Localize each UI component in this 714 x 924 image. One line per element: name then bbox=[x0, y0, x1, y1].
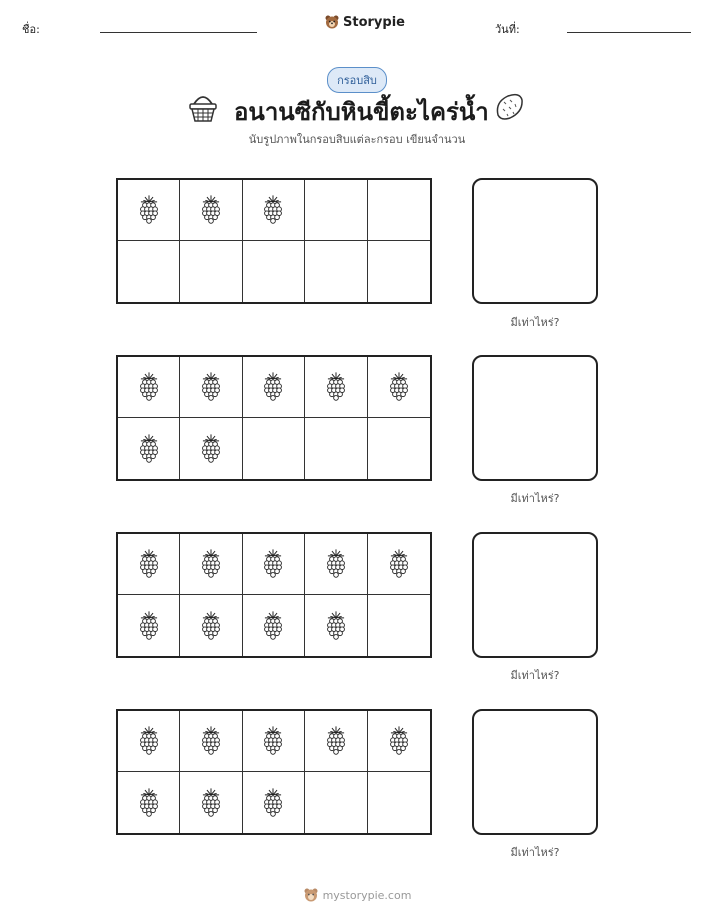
date-line[interactable] bbox=[567, 32, 691, 33]
raspberry-icon bbox=[319, 606, 353, 646]
ten-frame-cell bbox=[118, 534, 180, 595]
raspberry-icon bbox=[194, 429, 228, 469]
ten-frame-cell bbox=[118, 357, 180, 418]
ten-frame-cell bbox=[180, 595, 242, 656]
ten-frame-cell bbox=[180, 772, 242, 833]
topic-badge: กรอบสิบ bbox=[327, 67, 387, 93]
worksheet-title: อนานซีกับหินขี้ตะไคร่น้ำ bbox=[234, 98, 489, 126]
ten-frame-cell bbox=[368, 418, 430, 479]
raspberry-icon bbox=[256, 190, 290, 230]
ten-frame-cell bbox=[305, 180, 367, 241]
question-label-4: มีเท่าไหร่? bbox=[510, 846, 560, 859]
question-label-2: มีเท่าไหร่? bbox=[510, 492, 560, 505]
brand-logo bbox=[324, 14, 405, 30]
ten-frame-cell bbox=[305, 595, 367, 656]
bear-mascot-icon bbox=[303, 887, 319, 903]
ten-frame-cell bbox=[305, 772, 367, 833]
ten-frame-cell bbox=[243, 772, 305, 833]
name-line[interactable] bbox=[100, 32, 257, 33]
date-label: วันที่: bbox=[495, 23, 520, 36]
ten-frame-3 bbox=[116, 532, 432, 658]
ten-frame-cell bbox=[368, 357, 430, 418]
answer-box-4[interactable] bbox=[472, 709, 598, 835]
ten-frame-cell bbox=[180, 241, 242, 302]
name-label: ชื่อ: bbox=[22, 23, 40, 36]
answer-box-2[interactable] bbox=[472, 355, 598, 481]
raspberry-icon bbox=[256, 783, 290, 823]
ten-frame-cell bbox=[368, 534, 430, 595]
footer-url: mystorypie.com bbox=[322, 888, 412, 902]
ten-frame-cell bbox=[180, 534, 242, 595]
ten-frame-cell bbox=[118, 418, 180, 479]
raspberry-icon bbox=[132, 544, 166, 584]
raspberry-icon bbox=[194, 544, 228, 584]
bear-mascot-icon bbox=[324, 14, 340, 30]
ten-frame-cell bbox=[368, 241, 430, 302]
ten-frame-cell bbox=[243, 418, 305, 479]
raspberry-icon bbox=[132, 606, 166, 646]
ten-frame-cell bbox=[180, 180, 242, 241]
ten-frame-cell bbox=[243, 241, 305, 302]
ten-frame-cell bbox=[118, 711, 180, 772]
raspberry-icon bbox=[319, 544, 353, 584]
ten-frame-cell bbox=[305, 711, 367, 772]
raspberry-icon bbox=[194, 783, 228, 823]
ten-frame-cell bbox=[243, 534, 305, 595]
ten-frame-cell bbox=[368, 772, 430, 833]
answer-box-1[interactable] bbox=[472, 178, 598, 304]
raspberry-icon bbox=[132, 367, 166, 407]
ten-frame-cell bbox=[243, 357, 305, 418]
brand-name: Storypie bbox=[343, 14, 405, 30]
footer bbox=[303, 887, 412, 903]
ten-frame-4 bbox=[116, 709, 432, 835]
ten-frame-cell bbox=[118, 180, 180, 241]
raspberry-icon bbox=[194, 606, 228, 646]
ten-frame-cell bbox=[118, 241, 180, 302]
raspberry-icon bbox=[256, 721, 290, 761]
ten-frame-cell bbox=[368, 711, 430, 772]
ten-frame-cell bbox=[180, 711, 242, 772]
ten-frame-cell bbox=[243, 711, 305, 772]
raspberry-icon bbox=[132, 429, 166, 469]
ten-frame-cell bbox=[243, 180, 305, 241]
raspberry-icon bbox=[319, 367, 353, 407]
raspberry-icon bbox=[194, 721, 228, 761]
raspberry-icon bbox=[319, 721, 353, 761]
mossy-stone-icon bbox=[492, 90, 526, 128]
instructions: นับรูปภาพในกรอบสิบแต่ละกรอบ เขียนจำนวน bbox=[248, 133, 466, 146]
ten-frame-cell bbox=[180, 418, 242, 479]
raspberry-icon bbox=[256, 544, 290, 584]
raspberry-icon bbox=[194, 190, 228, 230]
answer-box-3[interactable] bbox=[472, 532, 598, 658]
raspberry-icon bbox=[132, 721, 166, 761]
basket-icon bbox=[186, 90, 220, 128]
ten-frame-cell bbox=[368, 595, 430, 656]
question-label-1: มีเท่าไหร่? bbox=[510, 316, 560, 329]
raspberry-icon bbox=[132, 190, 166, 230]
ten-frame-cell bbox=[305, 241, 367, 302]
ten-frame-cell bbox=[305, 418, 367, 479]
raspberry-icon bbox=[382, 367, 416, 407]
raspberry-icon bbox=[132, 783, 166, 823]
raspberry-icon bbox=[256, 367, 290, 407]
ten-frame-2 bbox=[116, 355, 432, 481]
ten-frame-cell bbox=[118, 772, 180, 833]
ten-frame-cell bbox=[118, 595, 180, 656]
ten-frame-1 bbox=[116, 178, 432, 304]
question-label-3: มีเท่าไหร่? bbox=[510, 669, 560, 682]
ten-frame-cell bbox=[243, 595, 305, 656]
raspberry-icon bbox=[256, 606, 290, 646]
ten-frame-cell bbox=[305, 357, 367, 418]
raspberry-icon bbox=[382, 544, 416, 584]
ten-frame-cell bbox=[180, 357, 242, 418]
ten-frame-cell bbox=[305, 534, 367, 595]
raspberry-icon bbox=[194, 367, 228, 407]
raspberry-icon bbox=[382, 721, 416, 761]
ten-frame-cell bbox=[368, 180, 430, 241]
